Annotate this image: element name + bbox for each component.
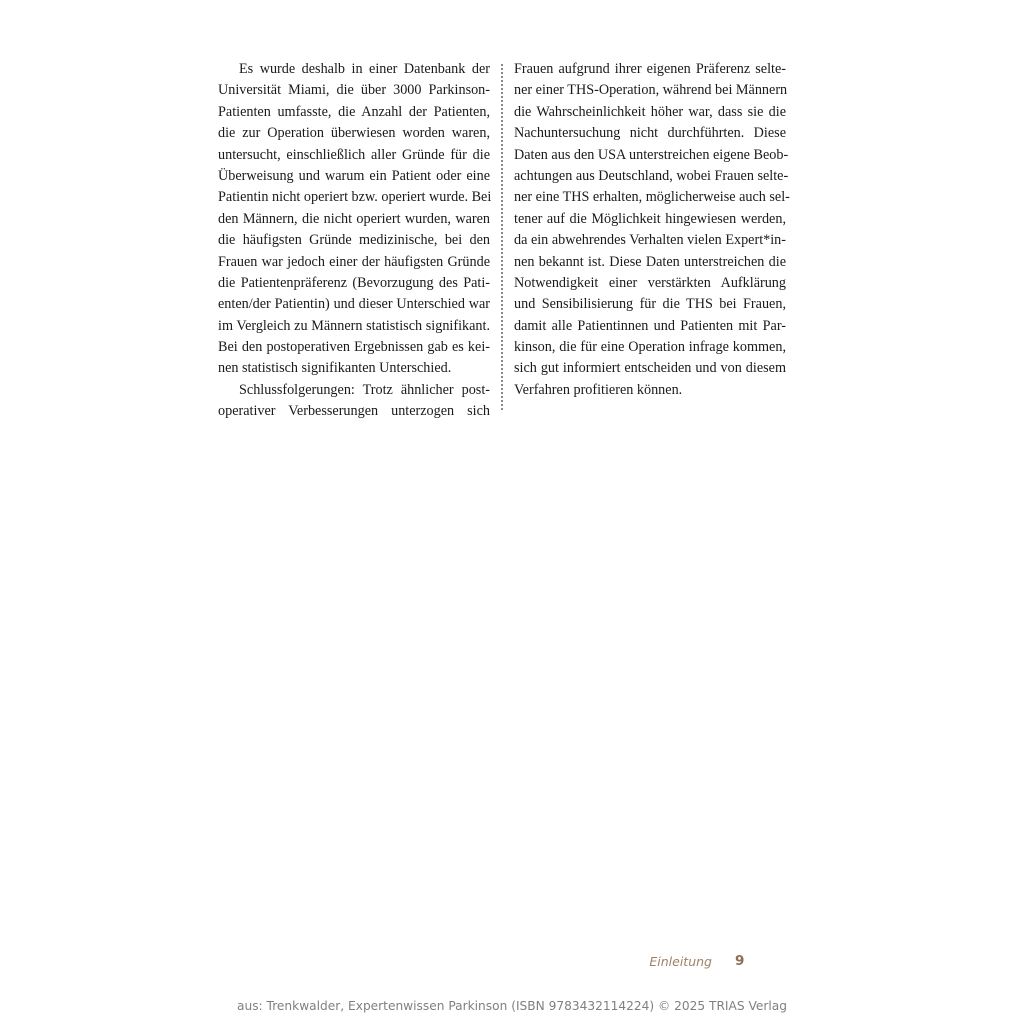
paragraph-line: Verfahren profitieren können. xyxy=(514,381,683,398)
paragraph-line: tener auf die Möglichkeit hingewiesen werden, xyxy=(514,210,786,227)
paragraph-line: operativer Verbesserungen unterzogen sich xyxy=(218,403,490,420)
paragraph-line: sich gut informiert entscheiden und von diesem xyxy=(514,360,786,377)
paragraph-line: Bei den postoperativen Ergebnissen gab es kei- xyxy=(218,339,490,356)
right-text-column xyxy=(514,59,790,401)
paragraph-line: Frauen war jedoch einer der häufigsten Gründe xyxy=(218,253,490,270)
paragraph-line: kinson, die für eine Operation infrage kommen, xyxy=(514,339,786,356)
paragraph-line: Universität Miami, die über 3000 Parkinson- xyxy=(218,82,490,99)
paragraph-line: Frauen aufgrund ihrer eigenen Präferenz selte- xyxy=(514,61,786,77)
paragraph-line: ner eine THS erhalten, möglicherweise auch sel- xyxy=(514,189,790,206)
left-text-column xyxy=(218,59,490,423)
paragraph-line: Nachuntersuchung nicht durchführten. Diese xyxy=(514,125,786,142)
paragraph-line: Notwendigkeit einer verstärkten Aufklärung xyxy=(514,274,786,291)
paragraph-line: nen statistisch signifikanten Unterschied. xyxy=(218,360,452,377)
paragraph-line: untersucht, einschließlich aller Gründe für die xyxy=(218,146,490,163)
paragraph-line: die Patientenpräferenz (Bevorzugung des Pati- xyxy=(218,274,490,291)
running-footer-section: Einleitung xyxy=(649,954,712,969)
paragraph-line: ner einer THS-Operation, während bei Männern xyxy=(514,82,788,99)
paragraph-line: Patientin nicht operiert bzw. operiert wurde. Bei xyxy=(218,189,492,206)
copyright-notice: aus: Trenkwalder, Expertenwissen Parkinson (ISBN 9783432114224) © 2025 TRIAS Verlag xyxy=(237,999,787,1013)
paragraph-line: da ein abwehrendes Verhalten vielen Expert*in- xyxy=(514,232,786,249)
paragraph-line: Daten aus den USA unterstreichen eigene Beob- xyxy=(514,146,789,163)
paragraph-line: enten/der Patientin) und dieser Unterschied war xyxy=(218,296,490,313)
paragraph-line: die Wahrscheinlichkeit höher war, dass sie die xyxy=(514,103,786,120)
paragraph-line: Patienten umfasste, die Anzahl der Patienten, xyxy=(218,103,490,120)
paragraph-line: den Männern, die nicht operiert wurden, waren xyxy=(218,210,490,227)
paragraph-line: damit alle Patientinnen und Patienten mit Par- xyxy=(514,317,786,334)
paragraph-line: im Vergleich zu Männern statistisch signifikant. xyxy=(218,317,490,334)
column-divider xyxy=(501,64,503,410)
paragraph-line: Schlussfolgerungen: Trotz ähnlicher post- xyxy=(239,381,490,398)
page-number: 9 xyxy=(735,953,745,969)
paragraph-line: Es wurde deshalb in einer Datenbank der xyxy=(239,61,490,77)
paragraph-line: die zur Operation überwiesen worden waren, xyxy=(218,125,490,142)
paragraph-line: nen bekannt ist. Diese Daten unterstreichen die xyxy=(514,253,786,270)
paragraph-line: die häufigsten Gründe medizinische, bei den xyxy=(218,232,490,249)
paragraph-line: und Sensibilisierung für die THS bei Frauen, xyxy=(514,296,786,313)
paragraph-line: Überweisung und warum ein Patient oder eine xyxy=(218,167,490,184)
paragraph-line: achtungen aus Deutschland, wobei Frauen selte- xyxy=(514,167,789,184)
